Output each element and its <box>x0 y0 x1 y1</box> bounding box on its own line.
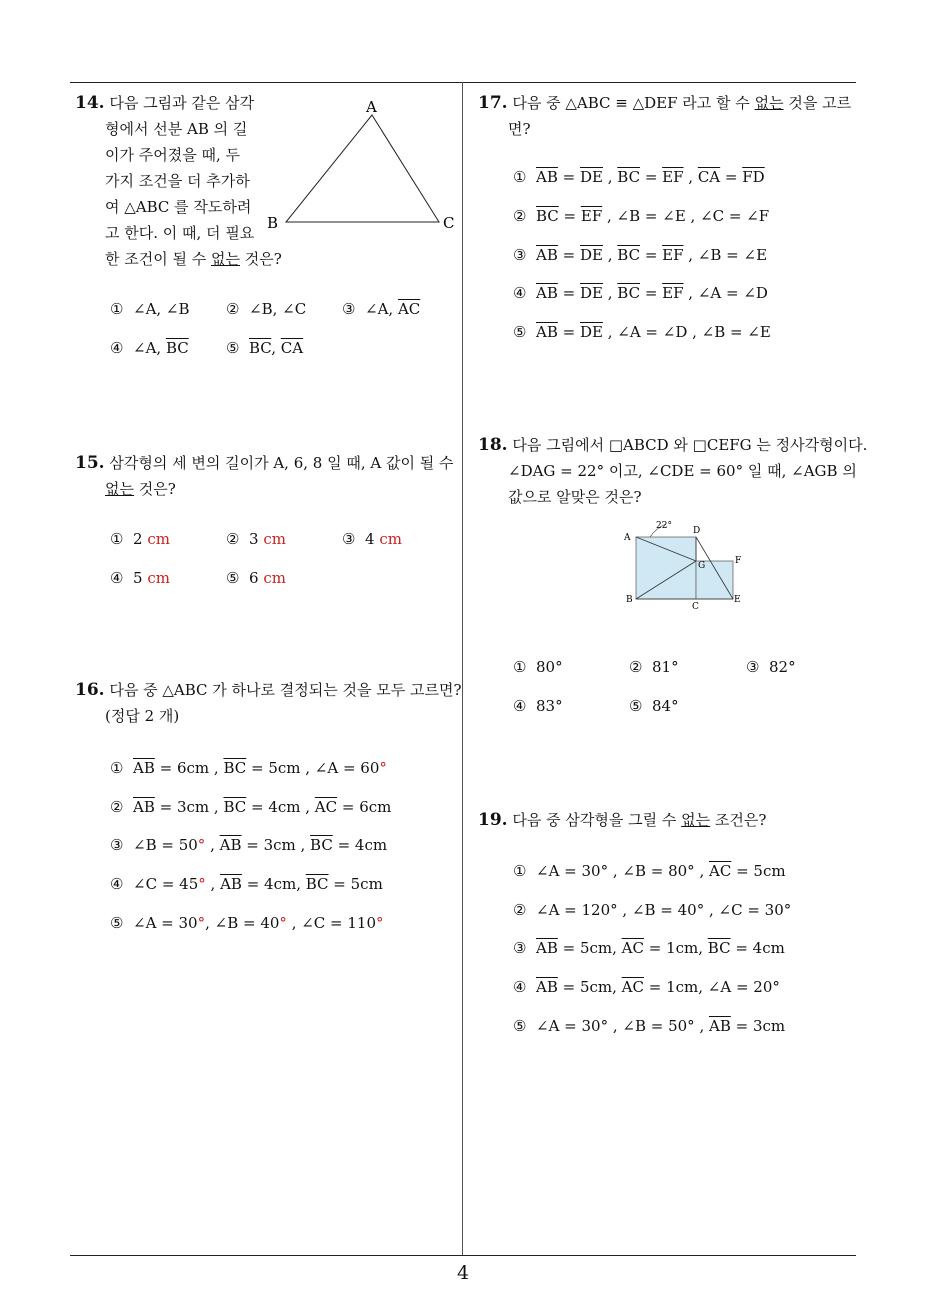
option-1[interactable]: ① ∠A, ∠B <box>110 300 190 318</box>
square-abcd <box>636 537 696 599</box>
option-3[interactable]: ③ $\overline{AB} = \overline{DE}$ , $\overline{BC} = \overline{EF}$ , ∠B = ∠E <box>513 246 768 264</box>
option-5[interactable]: ⑤ ∠A = 30°, ∠B = 40° , ∠C = 110° <box>110 914 384 932</box>
option-1[interactable]: ① 2 cm <box>110 530 170 548</box>
vertex-label-g: G <box>698 561 706 571</box>
option-2[interactable]: ② 3 cm <box>226 530 286 548</box>
vertex-label-c: C <box>443 214 455 232</box>
vertex-label-e: E <box>734 595 741 605</box>
triangle-abc <box>286 115 439 222</box>
question-number: 18. <box>478 435 508 455</box>
q14-line: 여 △ABC 를 작도하려 <box>105 198 252 216</box>
question-number: 17. <box>478 93 508 113</box>
option-2[interactable]: ② $\overline{BC} = \overline{EF}$ , ∠B = ∠E , ∠C = ∠F <box>513 207 770 225</box>
option-1[interactable]: ① 80° <box>513 658 563 676</box>
q14-line: 형에서 선분 AB 의 길 <box>105 120 248 138</box>
option-4[interactable]: ④ $\overline{AB} = 5cm$, $\overline{AC} = 1cm$, ∠A = 20° <box>513 978 780 996</box>
top-rule <box>70 82 856 83</box>
question-number: 16. <box>75 680 105 700</box>
question-16: 16. 다음 중 △ABC 가 하나로 결정되는 것을 모두 고르면? (정답 2 개) <box>75 680 462 725</box>
vertex-label-a: A <box>366 98 377 116</box>
q14-line: 14. 다음 그림과 같은 삼각 <box>75 93 255 113</box>
option-3[interactable]: ③ $\overline{AB} = 5cm$, $\overline{AC} = 1cm$, $\overline{BC} = 4cm$ <box>513 939 785 957</box>
vertex-label-b: B <box>267 214 279 232</box>
option-4[interactable]: ④ ∠A, $\overline{BC}$ <box>110 339 189 357</box>
option-2[interactable]: ② ∠A = 120° , ∠B = 40° , ∠C = 30° <box>513 901 792 919</box>
q14-line: 가지 조건을 더 추가하 <box>105 172 250 190</box>
angle-label: 22° <box>656 521 672 531</box>
option-4[interactable]: ④ 5 cm <box>110 569 170 587</box>
option-4[interactable]: ④ $\overline{AB} = \overline{DE}$ , $\overline{BC} = \overline{EF}$ , ∠A = ∠D <box>513 284 768 302</box>
vertex-label-b: B <box>626 595 633 605</box>
q14-line: 한 조건이 될 수 없는 것은? <box>105 250 282 268</box>
option-5[interactable]: ⑤ ∠A = 30° , ∠B = 50° , $\overline{AB} = 3cm$ <box>513 1017 786 1035</box>
question-number: 19. <box>478 810 508 830</box>
option-5[interactable]: ⑤ $\overline{AB} = \overline{DE}$ , ∠A = ∠D , ∠B = ∠E <box>513 323 771 341</box>
triangle-figure <box>262 95 462 240</box>
page-number: 4 <box>456 1262 470 1284</box>
square-figure <box>620 518 755 613</box>
question-17: 17. 다음 중 △ABC ≡ △DEF 라고 할 수 없는 것을 고르 면? <box>478 93 852 138</box>
question-18: 18. 다음 그림에서 □ABCD 와 □CEFG 는 정사각형이다. ∠DAG = 22° 이고, ∠CDE = 60° 일 때, ∠AGB 의 값으로 알맞은 것은? <box>478 435 868 506</box>
option-3[interactable]: ③ 4 cm <box>342 530 402 548</box>
q14-line: 고 한다. 이 때, 더 필요 <box>105 224 255 242</box>
option-3[interactable]: ③ ∠B = 50° , $\overline{AB} = 3cm$ , $\overline{BC} = 4cm$ <box>110 836 388 854</box>
vertex-label-f: F <box>735 556 742 566</box>
option-5[interactable]: ⑤ 6 cm <box>226 569 286 587</box>
option-1[interactable]: ① $\overline{AB} = 6cm$ , $\overline{BC} = 5cm$ , ∠A = 60° <box>110 759 387 777</box>
vertex-label-c: C <box>692 602 699 612</box>
option-4[interactable]: ④ ∠C = 45° , $\overline{AB} = 4cm$, $\overline{BC} = 5cm$ <box>110 875 383 893</box>
option-5[interactable]: ⑤ $\overline{BC}$, $\overline{CA}$ <box>226 339 304 357</box>
option-2[interactable]: ② 81° <box>629 658 679 676</box>
vertex-label-a: A <box>624 533 631 543</box>
option-4[interactable]: ④ 83° <box>513 697 563 715</box>
option-1[interactable]: ① ∠A = 30° , ∠B = 80° , $\overline{AC} = 5cm$ <box>513 862 786 880</box>
option-5[interactable]: ⑤ 84° <box>629 697 679 715</box>
bottom-rule <box>70 1255 856 1256</box>
question-19: 19. 다음 중 삼각형을 그릴 수 없는 조건은? <box>478 810 767 830</box>
option-2[interactable]: ② $\overline{AB} = 3cm$ , $\overline{BC} = 4cm$ , $\overline{AC} = 6cm$ <box>110 798 392 816</box>
question-number: 15. <box>75 453 105 473</box>
option-1[interactable]: ① $\overline{AB} = \overline{DE}$ , $\overline{BC} = \overline{EF}$ , $\overline{CA} = \overline{FD}$ <box>513 168 765 186</box>
column-divider <box>462 82 463 1256</box>
vertex-label-d: D <box>693 526 701 536</box>
option-3[interactable]: ③ 82° <box>746 658 796 676</box>
option-3[interactable]: ③ ∠A, $\overline{AC}$ <box>342 300 421 318</box>
question-15: 15. 삼각형의 세 변의 길이가 A, 6, 8 일 때, A 값이 될 수 없는 것은? <box>75 453 454 498</box>
question-number: 14. <box>75 93 105 113</box>
q14-line: 이가 주어졌을 때, 두 <box>105 146 240 164</box>
option-2[interactable]: ② ∠B, ∠C <box>226 300 307 318</box>
